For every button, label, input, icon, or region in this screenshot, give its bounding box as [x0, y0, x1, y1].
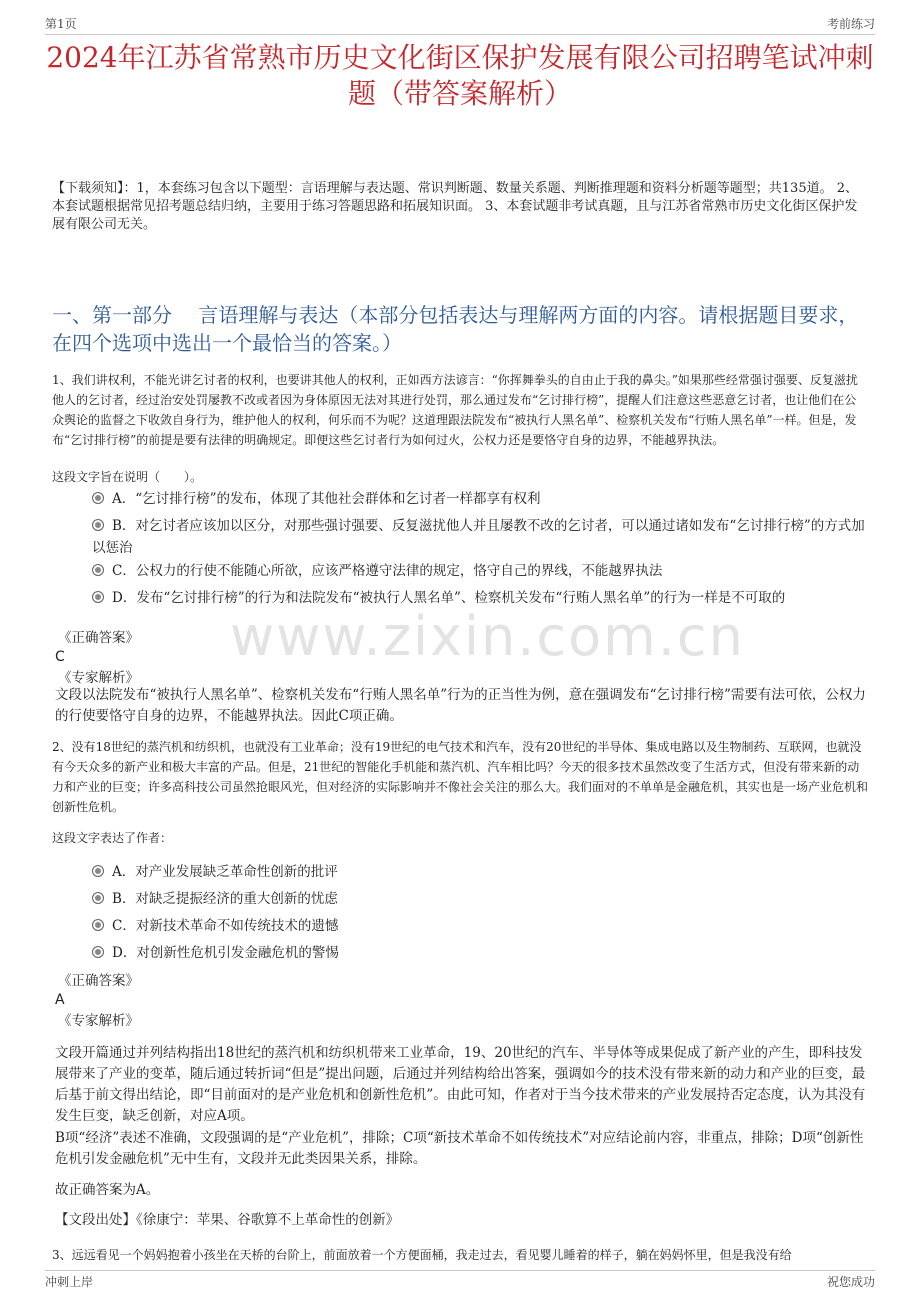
q2-analysis-p1: 文段开篇通过并列结构指出18世纪的蒸汽机和纺织机带来工业革命，19、20世纪的汽车、半导体等成果促成了新产业的产生，即科技发展带来了产业的变革，随后通过转折词“但是”提出问题，后通过并列结构给出答案，强调如今的技术没有带来新的动力和产业的巨变，最后基于前文得出结论，即“目前面对的是产业危机和创新性危机”。由此可知，作者对于当今技术带来的产业发展持否定态度，认为其没有发生巨变，缺乏创新，对应A项。 — [55, 1045, 866, 1124]
radio-icon[interactable] — [92, 946, 104, 958]
option-text: C．公权力的行使不能随心所欲，应该严格遵守法律的规定，恪守自己的界线，不能越界执法 — [112, 563, 663, 579]
option-text: D．对创新性危机引发金融危机的警惕 — [112, 945, 339, 961]
q3-stem: 3、远远看见一个妈妈抱着小孩坐在天桥的台阶上，前面放着一个方便面桶，我走过去，看见婴儿睡着的样子，躺在妈妈怀里，但是我没有给 — [52, 1248, 792, 1262]
q1-prompt: 这段文字旨在说明（ ）。 — [52, 470, 203, 484]
q1-analysis: 文段以法院发布“被执行人黑名单”、检察机关发布“行贿人黑名单”行为的正当性为例，意在强调发布“乞讨排行榜”需要有法可依，公权力的行使要恪守自身的边界，不能越界执法。因此C项正确。 — [55, 687, 866, 724]
option-text: B．对缺乏提振经济的重大创新的忧虑 — [112, 891, 338, 907]
q2-analysis-p3: 故正确答案为A。 — [55, 1182, 160, 1198]
page-number: 第1页 — [45, 17, 77, 31]
radio-icon[interactable] — [92, 892, 104, 904]
page-footer — [45, 1270, 875, 1291]
option-text: D．发布“乞讨排行榜”的行为和法院发布“被执行人黑名单”、检察机关发布“行贿人黑名单”的行为一样是不可取的 — [112, 590, 786, 606]
q2-prompt: 这段文字表达了作者： — [52, 831, 173, 845]
q1-option-d[interactable] — [92, 587, 868, 609]
option-text: A．对产业发展缺乏革命性创新的批评 — [112, 864, 338, 880]
page-header — [45, 10, 875, 35]
q1-option-c[interactable] — [92, 560, 868, 582]
q1-analysis-label: 《专家解析》 — [58, 670, 139, 686]
q2-source: 【文段出处】《徐康宁：苹果、谷歌算不上革命性的创新》 — [55, 1212, 400, 1228]
radio-icon[interactable] — [92, 591, 104, 603]
watermark: www.zixin.com.cn — [230, 605, 745, 668]
option-text: C．对新技术革命不如传统技术的遗憾 — [112, 918, 339, 934]
q2-answer-label: 《正确答案》 — [58, 973, 139, 989]
q1-answer: C — [55, 649, 65, 665]
radio-icon[interactable] — [92, 519, 104, 531]
q1-option-a[interactable] — [92, 488, 868, 510]
footer-right: 祝您成功 — [826, 1274, 875, 1289]
q2-option-a[interactable] — [92, 861, 868, 883]
option-text: B．对乞讨者应该加以区分，对那些强讨强要、反复滋扰他人并且屡教不改的乞讨者，可以通过诸如发布“乞讨排行榜”的方式加以惩治 — [92, 518, 865, 556]
radio-icon[interactable] — [92, 492, 104, 504]
radio-icon[interactable] — [92, 564, 104, 576]
q1-stem: 1、我们讲权利，不能光讲乞讨者的权利，也要讲其他人的权利，正如西方法谚言：“你挥舞拳头的自由止于我的鼻尖。”如果那些经常强讨强要、反复滋扰他人的乞讨者，经过治安处罚屡教不改或者因为身体原因无法对其进行处罚，那么通过发布“乞讨排行榜”，提醒人们注意这些恶意乞讨者，也让他们在公众舆论的监督之下收敛自身行为，维护他人的权利，何乐而不为呢？这道理跟法院发布“被执行人黑名单”、检察机关发布“行贿人黑名单”一样。但是，发布“乞讨排行榜”的前提是要有法律的明确规定。即便这些乞讨者行为如何过火，公权力还是要恪守自身的边界，不能越界执法。 — [52, 373, 858, 447]
option-text: A．“乞讨排行榜”的发布，体现了其他社会群体和乞讨者一样都享有权利 — [112, 491, 541, 507]
radio-icon[interactable] — [92, 919, 104, 931]
q2-option-d[interactable] — [92, 942, 868, 964]
footer-left: 冲刺上岸 — [45, 1274, 94, 1289]
section-heading: 一、第一部分 言语理解与表达（本部分包括表达与理解两方面的内容。请根据题目要求，在四个选项中选出一个最恰当的答案。） — [52, 303, 859, 355]
q2-option-b[interactable] — [92, 888, 868, 910]
document-title: 2024年江苏省常熟市历史文化街区保护发展有限公司招聘笔试冲刺题（带答案解析） — [46, 41, 874, 110]
header-tag: 考前练习 — [826, 17, 875, 31]
q1-option-b[interactable] — [92, 515, 868, 559]
q2-analysis-p2: B项“经济”表述不准确，文段强调的是“产业危机”，排除；C项“新技术革命不如传统技术”对应结论前内容，非重点，排除；D项“创新性危机引发金融危机”无中生有，文段并无此类因果关系，排除。 — [55, 1130, 864, 1167]
q2-stem: 2、没有18世纪的蒸汽机和纺织机，也就没有工业革命；没有19世纪的电气技术和汽车，没有20世纪的半导体、集成电路以及生物制药、互联网，也就没有今天众多的新产业和极大丰富的产品。但是，21世纪的智能化手机能和蒸汽机、汽车相比吗？今天的很多技术虽然改变了生活方式，但没有带来新的动力和产业的巨变；许多高科技公司虽然抢眼风光，但对经济的实际影响并不像社会关注的那么大。我们面对的不单单是金融危机，其实也是一场产业危机和创新性危机。 — [52, 740, 869, 814]
q2-option-c[interactable] — [92, 915, 868, 937]
q2-answer: A — [55, 992, 65, 1008]
download-notice: 【下载须知】：1，本套练习包含以下题型：言语理解与表达题、常识判断题、数量关系题、判断推理题和资料分析题等题型；共135道。 2、本套试题根据常见招考题总结归纳，主要用于练习答题思路和拓展知识面。 3、本套试题非考试真题，且与江苏省常熟市历史文化街区保护发展有限公司无关。 — [52, 181, 858, 232]
radio-icon[interactable] — [92, 865, 104, 877]
q1-answer-label: 《正确答案》 — [58, 630, 139, 646]
q2-analysis-label: 《专家解析》 — [58, 1013, 139, 1029]
